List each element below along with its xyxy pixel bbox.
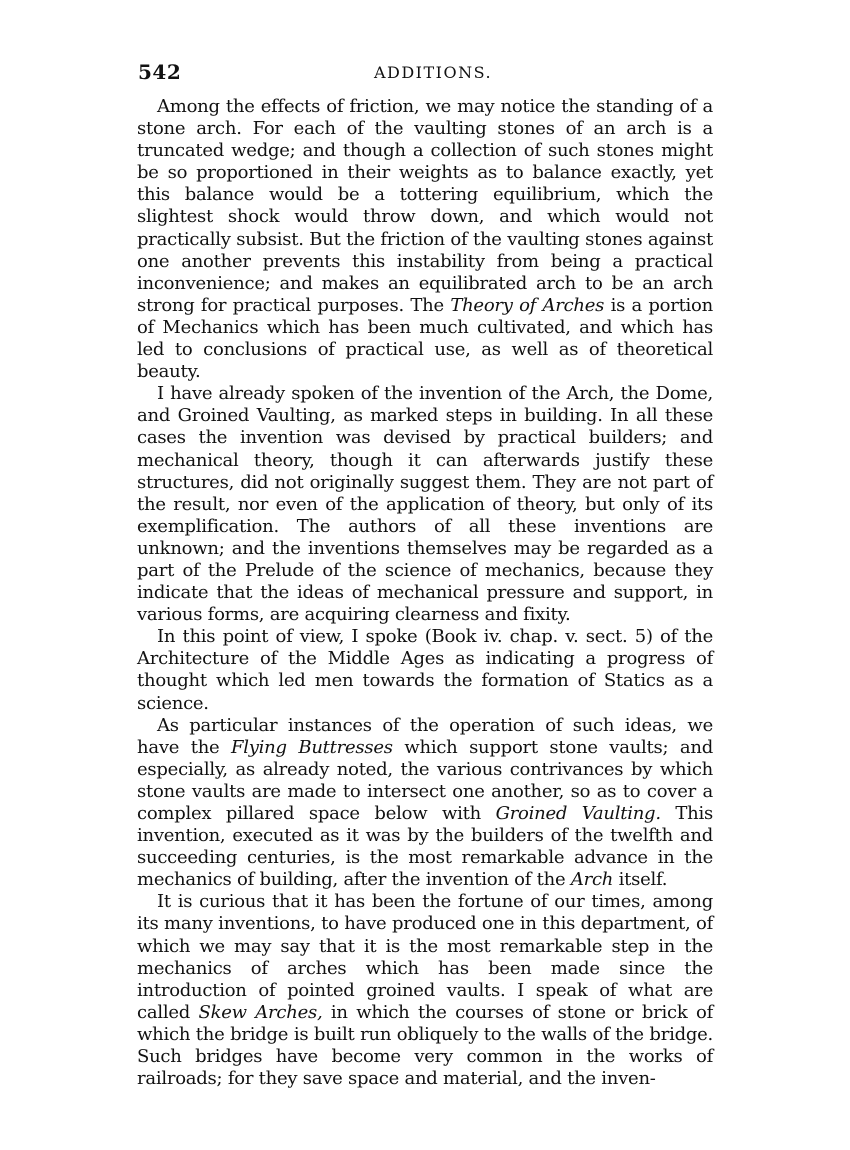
paragraph-arch-dome-vaulting	[137, 383, 713, 626]
text-run: In this point of view, I spoke (Book iv. chap. v. sect. 5) of the Architecture of the Middle Ages as indicating a progress of thought which led men towards the formation of Statics as a science.	[137, 626, 713, 714]
italic-term: Groined Vaulting.	[495, 803, 661, 824]
text-run: itself.	[613, 869, 668, 891]
paragraph-flying-buttresses	[137, 715, 713, 892]
text-run: As particular instances of the operation of such ideas, we have the	[137, 714, 713, 758]
paragraph-friction-arch	[137, 96, 713, 383]
running-head: ADDITIONS.	[373, 63, 493, 82]
text-run: This invention, executed as it was by the builders of the twelfth and succeeding centuries, is the most remarkable advance in the mechanics of building, after the invention of the	[137, 803, 713, 891]
italic-term: Flying Buttresses	[231, 736, 393, 758]
text-run: It is curious that it has been the fortune of our times, among its many inventions, to have produced one in this department, of which we may say that it is the most remarkable step in the mechanics of arches which has been made since the introduction of pointed groined vaults. I speak of what are called	[137, 891, 713, 1023]
text-run: in which the courses of stone or brick of which the bridge is built run obliquely to the walls of the bridge. Such bridges have become very common in the works of railroads; for they save space and material, and the inven-	[137, 1001, 713, 1090]
paragraph-skew-arches	[137, 891, 713, 1090]
page-header	[138, 60, 728, 86]
text-run: is a portion of Mechanics which has been much cultivated, and which has led to conclusions of practical use, as well as of theoretical beauty.	[137, 294, 713, 383]
text-run: which support stone vaults; and especially, as already noted, the various contrivances by which stone vaults are made to intersect one another, so as to cover a complex pillared space below with	[137, 736, 713, 824]
italic-term: Skew Arches,	[198, 1001, 323, 1023]
italic-term: Theory of Arches	[450, 294, 605, 316]
page-number: 542	[138, 60, 182, 84]
text-run: I have already spoken of the invention of the Arch, the Dome, and Groined Vaulting, as marked steps in building. In all these cases the invention was devised by practical builders; and mechanical theory, though it can afterwards justify these structures, did not originally suggest them. They are not part of the result, nor even of the application of theory, but only of its exemplification. The authors of all these inventions are unknown; and the inventions themselves may be regarded as a part of the Prelude of the science of mechanics, because they indicate that the ideas of mechanical pressure and support, in various forms, are acquiring clearness and fixity.	[137, 383, 713, 626]
page-body	[137, 96, 713, 1090]
italic-term: Arch	[570, 869, 614, 891]
text-run: Among the effects of friction, we may notice the standing of a stone arch. For each of the vaulting stones of an arch is a truncated wedge; and though a collection of such stones might be so proportioned in their weights as to balance exactly, yet this balance would be a tottering equilibrium, which the slightest shock would throw down, and which would not practically subsist. But the friction of the vaulting stones against one another prevents this instability from being a practical inconvenience; and makes an equilibrated arch to be an arch strong for practical purposes. The	[137, 96, 713, 316]
paragraph-middle-ages	[137, 626, 713, 714]
